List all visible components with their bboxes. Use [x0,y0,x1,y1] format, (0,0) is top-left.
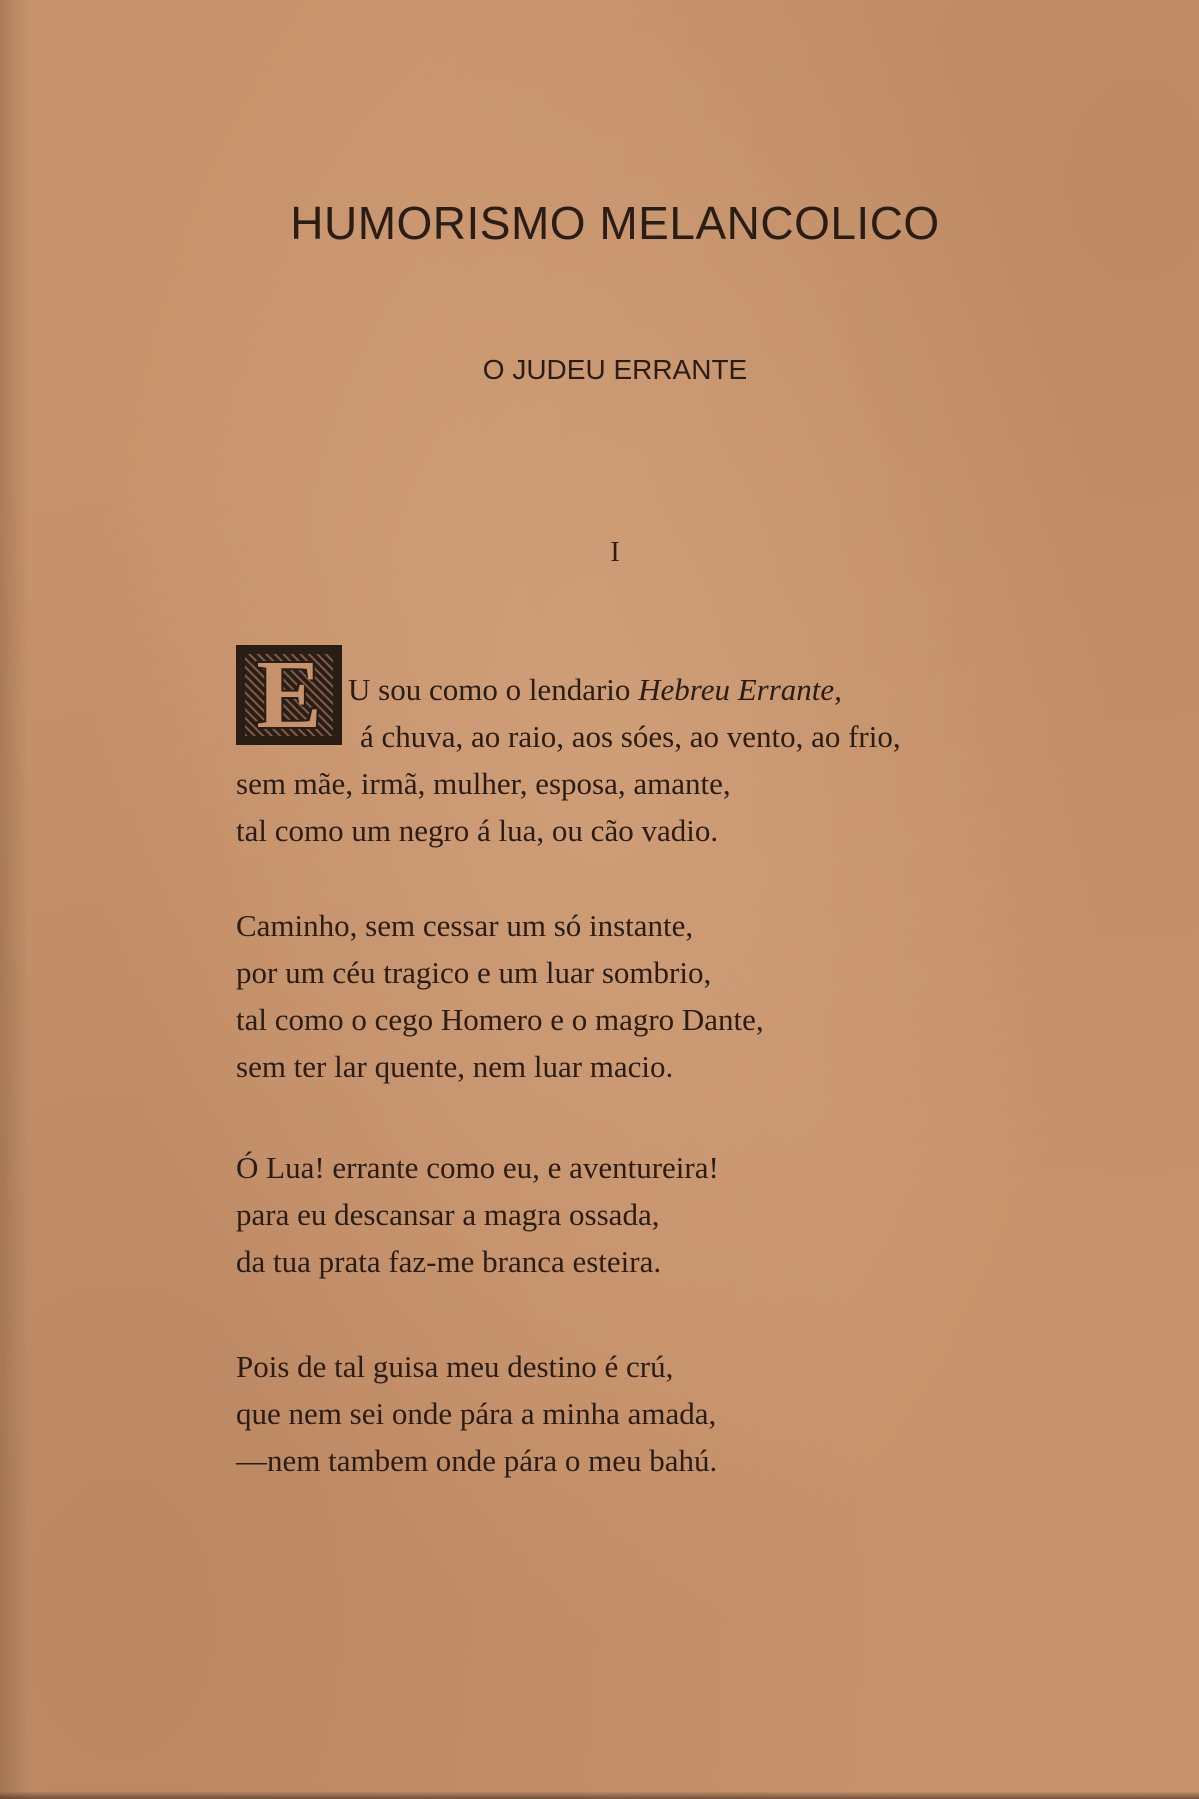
poem-line: para eu descansar a magra ossada, [236,1197,660,1232]
stanza-2 [236,902,1136,1090]
poem-line: da tua prata faz-me branca esteira. [236,1244,662,1279]
poem-line: que nem sei onde pára a minha amada, [236,1396,717,1431]
stanza-3 [236,1144,1136,1285]
page-edge-shadow [0,0,30,1799]
poem-line: Pois de tal guisa meu destino é crú, [236,1349,674,1384]
poem-line: —nem tambem onde pára o meu bahú. [236,1443,718,1478]
stanza-1 [236,666,1136,854]
stanza-4 [236,1343,1136,1484]
page-bottom-edge [0,1791,1199,1799]
poem-body [236,666,1136,1484]
poem-line-italic: Hebreu Errante, [638,672,842,707]
poem-line: por um céu tragico e um luar sombrio, [236,955,712,990]
page-title: HUMORISMO MELANCOLICO [290,197,940,249]
poem-line: tal como um negro á lua, ou cão vadio. [236,813,719,848]
poem-line: á chuva, ao raio, aos sóes, ao vento, ao frio, [360,719,901,754]
poem-line [236,666,1136,713]
poem-line: Ó Lua! errante como eu, e aventureira! [236,1150,719,1185]
poem-title: O JUDEU ERRANTE [482,354,748,385]
poem-line: sem ter lar quente, nem luar macio. [236,1049,674,1084]
section-number: I [610,537,620,568]
poem-line: tal como o cego Homero e o magro Dante, [236,1002,764,1037]
drop-cap-letter: E [256,641,322,749]
poem-line: sem mãe, irmã, mulher, esposa, amante, [236,766,731,801]
poem-line: Caminho, sem cessar um só instante, [236,908,694,943]
poem-line-text: U sou como o lendario [348,672,639,707]
